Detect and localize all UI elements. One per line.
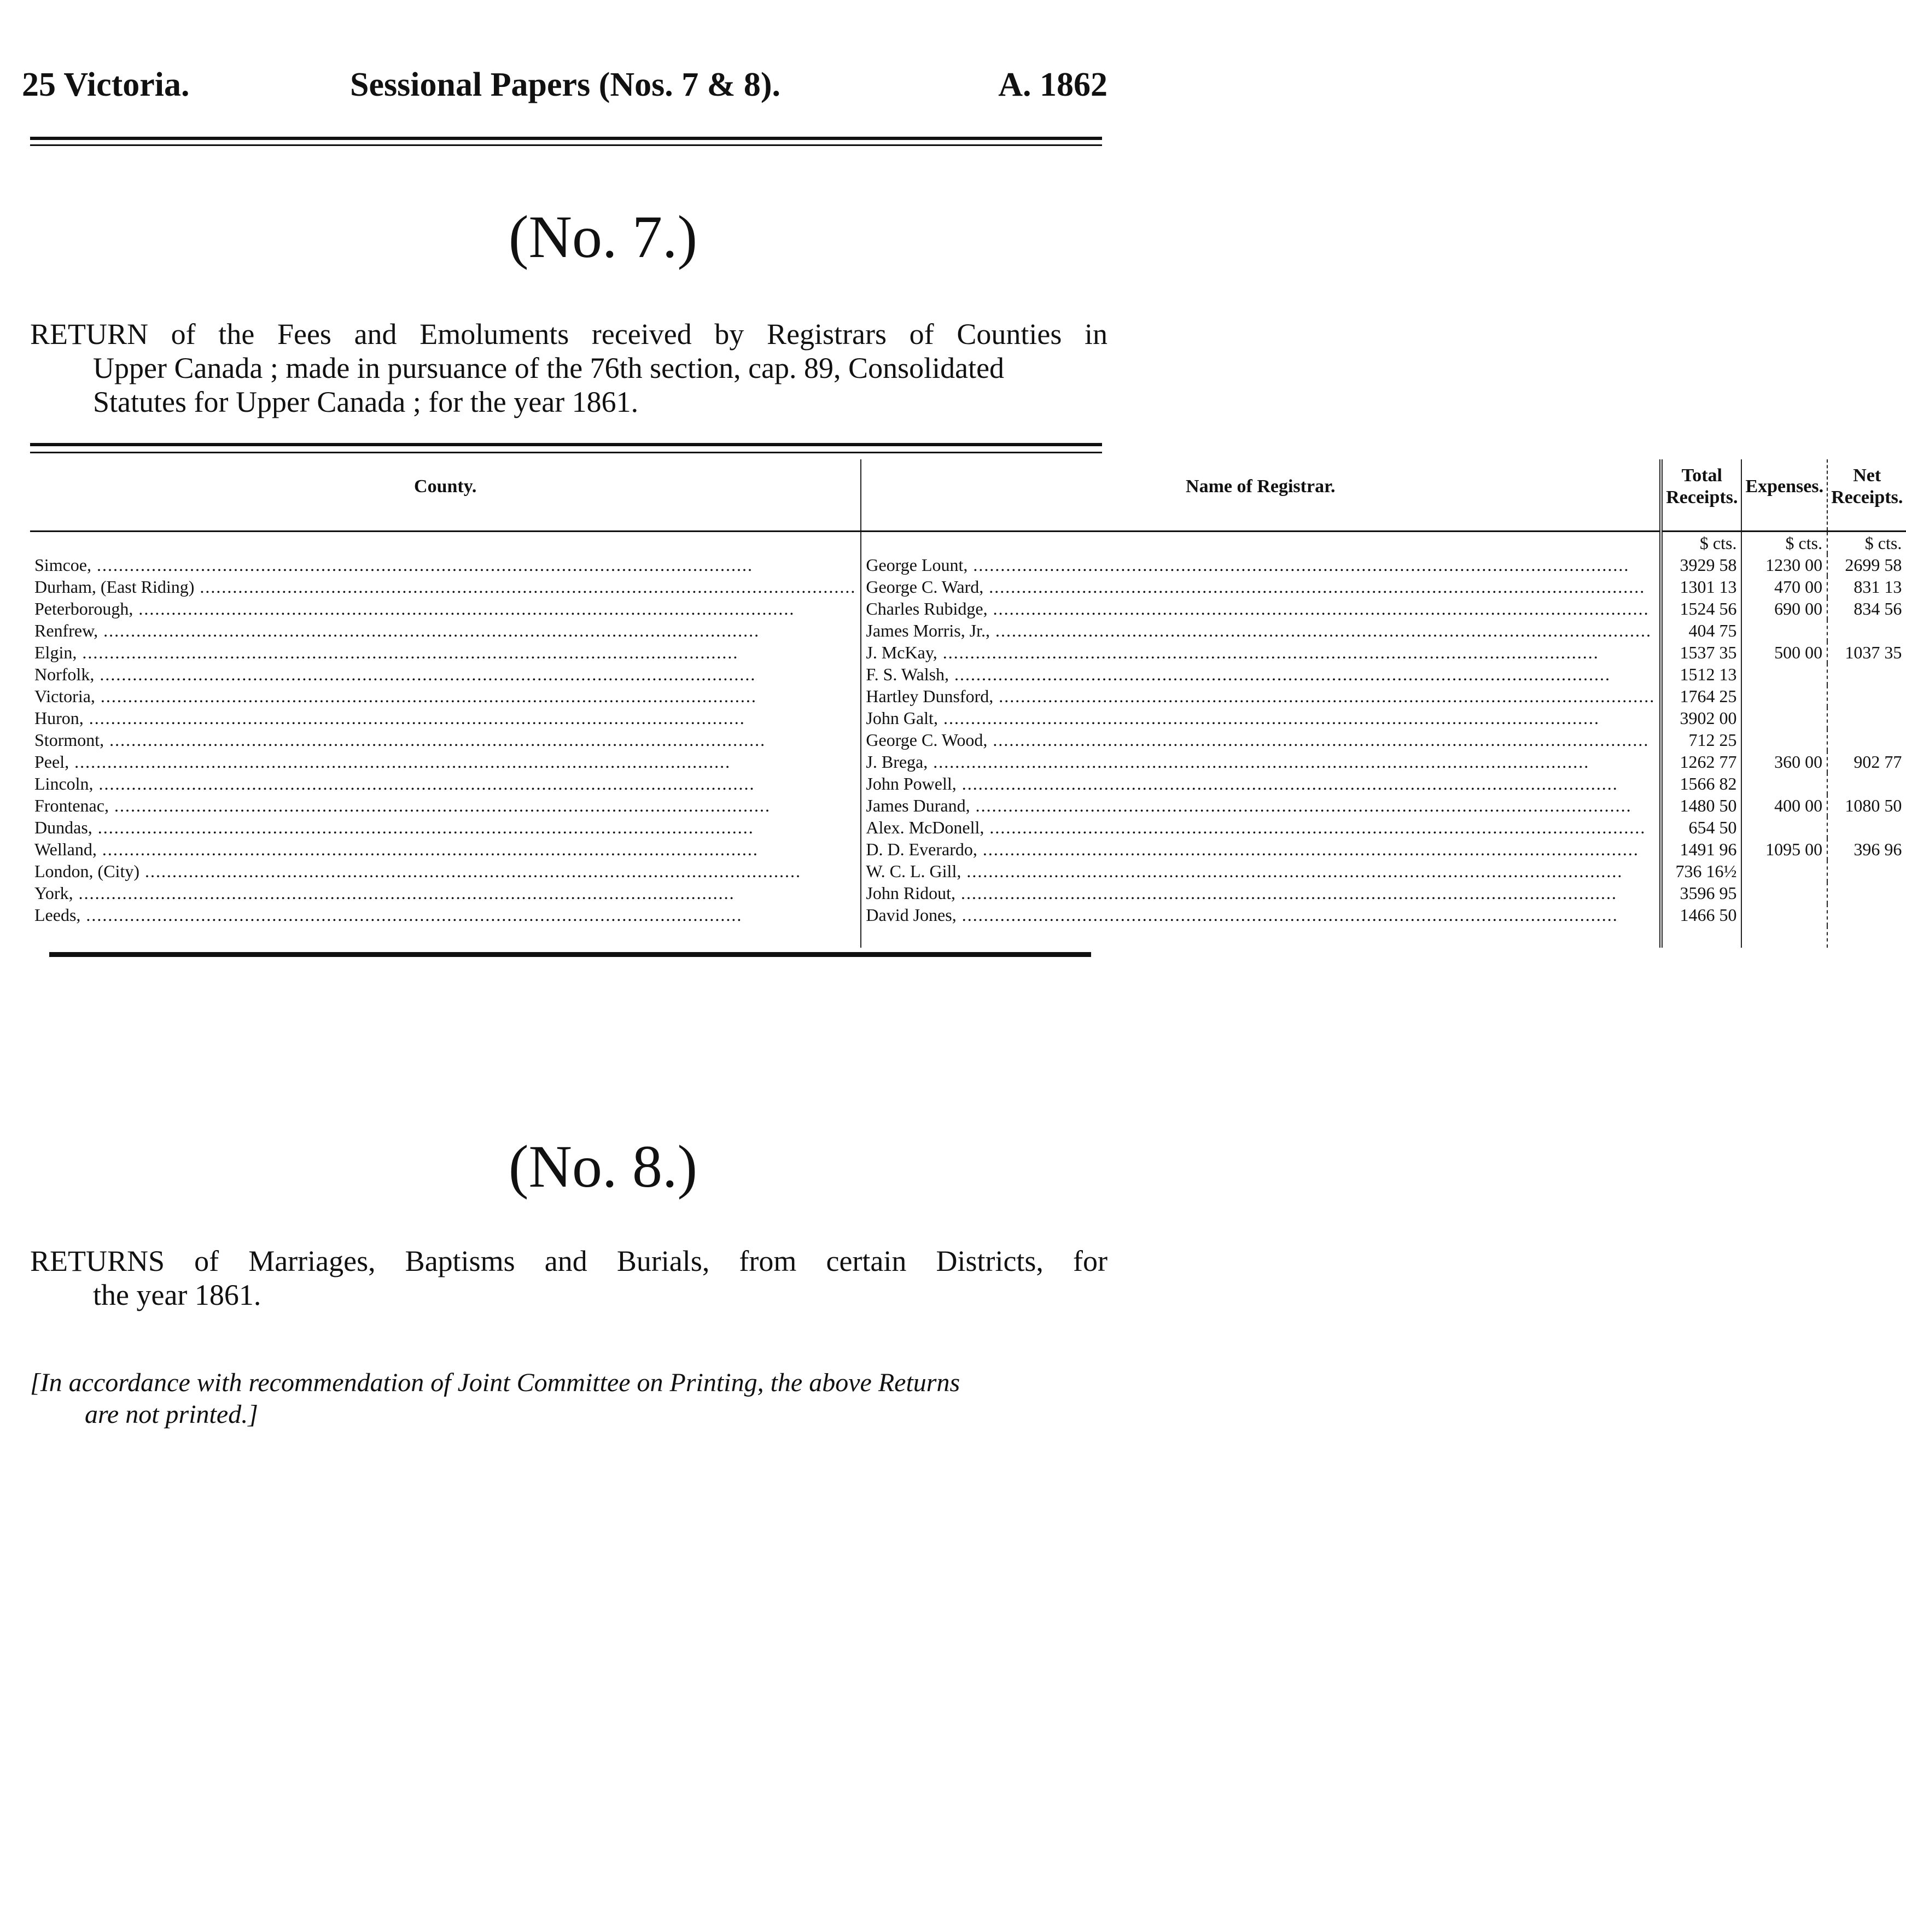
section-7-line-1: RETURN of the Fees and Emoluments received by Registrars of Counties in bbox=[30, 318, 1108, 351]
registrar-cell: George C. Ward, bbox=[866, 577, 984, 597]
table-row bbox=[30, 816, 1906, 838]
header-rule-top bbox=[30, 137, 1102, 140]
county-cell: Leeds, bbox=[34, 905, 81, 925]
county-cell: Victoria, bbox=[34, 686, 95, 706]
table-row bbox=[30, 598, 1906, 620]
expenses-cell: 1095 00 bbox=[1765, 839, 1823, 859]
total-receipts-cell: 1491 96 bbox=[1680, 839, 1737, 859]
net-receipts-cell: 1080 50 bbox=[1845, 796, 1902, 815]
county-cell: London, (City) bbox=[34, 861, 139, 881]
registrar-cell: J. Brega, bbox=[866, 752, 928, 772]
table-row bbox=[30, 729, 1906, 751]
table-spacer-row bbox=[30, 926, 1906, 948]
county-cell: Stormont, bbox=[34, 730, 104, 750]
county-cell: York, bbox=[34, 883, 73, 903]
section-8-line-1: RETURNS of Marriages, Baptisms and Burials, from certain Districts, for bbox=[30, 1245, 1108, 1277]
total-receipts-cell: 1566 82 bbox=[1680, 774, 1737, 793]
table-row bbox=[30, 685, 1906, 707]
units-expenses: $ cts. bbox=[1741, 532, 1827, 554]
table-row bbox=[30, 773, 1906, 795]
county-cell: Elgin, bbox=[34, 643, 77, 662]
total-receipts-cell: 3929 58 bbox=[1680, 555, 1737, 575]
section-7-line-3: Statutes for Upper Canada ; for the year 1861. bbox=[93, 386, 639, 418]
registrar-cell: James Durand, bbox=[866, 796, 970, 815]
net-receipts-cell: 831 13 bbox=[1853, 577, 1902, 597]
printing-note-line-2: are not printed.] bbox=[85, 1400, 258, 1429]
section-7-line-2: Upper Canada ; made in pursuance of the 76th section, cap. 89, Consolidated bbox=[93, 352, 1005, 384]
printing-note-line-1: [In accordance with recommendation of Joint Committee on Printing, the above Returns bbox=[30, 1368, 960, 1397]
total-receipts-cell: 1764 25 bbox=[1680, 686, 1737, 706]
table-row bbox=[30, 751, 1906, 773]
header-rule-bottom bbox=[30, 144, 1102, 146]
registrar-cell: Hartley Dunsford, bbox=[866, 686, 994, 706]
running-header bbox=[22, 55, 1108, 109]
registrar-cell: James Morris, Jr., bbox=[866, 621, 990, 640]
table-rule-top bbox=[30, 443, 1102, 446]
expenses-cell: 470 00 bbox=[1774, 577, 1823, 597]
registrar-cell: David Jones, bbox=[866, 905, 957, 925]
header-session: 25 Victoria. bbox=[22, 66, 190, 103]
total-receipts-cell: 1524 56 bbox=[1680, 599, 1737, 618]
total-receipts-cell: 1301 13 bbox=[1680, 577, 1737, 597]
county-cell: Norfolk, bbox=[34, 664, 95, 684]
registrar-cell: Charles Rubidge, bbox=[866, 599, 988, 618]
col-header-county: County. bbox=[30, 459, 861, 532]
total-receipts-cell: 3902 00 bbox=[1680, 708, 1737, 728]
table-row bbox=[30, 904, 1906, 926]
registrar-cell: D. D. Everardo, bbox=[866, 839, 977, 859]
header-title: Sessional Papers (Nos. 7 & 8). bbox=[350, 66, 781, 103]
net-receipts-cell: 2699 58 bbox=[1845, 555, 1902, 575]
expenses-cell: 500 00 bbox=[1774, 643, 1823, 662]
total-receipts-cell: 1262 77 bbox=[1680, 752, 1737, 772]
county-cell: Huron, bbox=[34, 708, 84, 728]
expenses-cell: 690 00 bbox=[1774, 599, 1823, 618]
net-receipts-cell: 1037 35 bbox=[1845, 643, 1902, 662]
county-cell: Simcoe, bbox=[34, 555, 91, 575]
net-receipts-cell: 834 56 bbox=[1853, 599, 1902, 618]
registrar-cell: George Lount, bbox=[866, 555, 968, 575]
registrar-returns-table bbox=[30, 459, 1906, 948]
section-8-description bbox=[30, 1244, 1108, 1312]
section-8-title: (No. 8.) bbox=[508, 1133, 698, 1200]
expenses-cell: 360 00 bbox=[1774, 752, 1823, 772]
registrar-cell: John Galt, bbox=[866, 708, 938, 728]
net-receipts-cell: 396 96 bbox=[1853, 839, 1902, 859]
section-8-line-2: the year 1861. bbox=[93, 1279, 261, 1311]
table-row bbox=[30, 620, 1906, 641]
registrar-cell: F. S. Walsh, bbox=[866, 664, 949, 684]
units-total: $ cts. bbox=[1661, 532, 1741, 554]
header-year: A. 1862 bbox=[998, 66, 1108, 103]
total-receipts-cell: 1537 35 bbox=[1680, 643, 1737, 662]
table-row bbox=[30, 663, 1906, 685]
total-receipts-cell: 712 25 bbox=[1688, 730, 1737, 750]
table-rule-bottom bbox=[49, 952, 1091, 957]
total-receipts-cell: 736 16½ bbox=[1675, 861, 1737, 881]
county-cell: Peel, bbox=[34, 752, 69, 772]
table-row bbox=[30, 554, 1906, 576]
county-cell: Lincoln, bbox=[34, 774, 94, 793]
registrar-cell: George C. Wood, bbox=[866, 730, 988, 750]
registrar-cell: John Powell, bbox=[866, 774, 957, 793]
county-cell: Peterborough, bbox=[34, 599, 133, 618]
table-rule-top-thin bbox=[30, 452, 1102, 453]
units-row bbox=[30, 532, 1906, 554]
section-7-description bbox=[30, 317, 1108, 419]
col-header-registrar: Name of Registrar. bbox=[861, 459, 1661, 532]
table-row bbox=[30, 707, 1906, 729]
registrar-cell: Alex. McDonell, bbox=[866, 818, 984, 837]
registrar-cell: W. C. L. Gill, bbox=[866, 861, 961, 881]
table-row bbox=[30, 576, 1906, 598]
county-cell: Dundas, bbox=[34, 818, 92, 837]
col-header-expenses: Expenses. bbox=[1741, 459, 1827, 532]
net-receipts-cell: 902 77 bbox=[1853, 752, 1902, 772]
total-receipts-cell: 1466 50 bbox=[1680, 905, 1737, 925]
registrar-cell: John Ridout, bbox=[866, 883, 955, 903]
table-row bbox=[30, 795, 1906, 816]
total-receipts-cell: 3596 95 bbox=[1680, 883, 1737, 903]
total-receipts-cell: 404 75 bbox=[1688, 621, 1737, 640]
table-row bbox=[30, 641, 1906, 663]
county-cell: Frontenac, bbox=[34, 796, 109, 815]
expenses-cell: 400 00 bbox=[1774, 796, 1823, 815]
total-receipts-cell: 1480 50 bbox=[1680, 796, 1737, 815]
county-cell: Welland, bbox=[34, 839, 97, 859]
table-row bbox=[30, 838, 1906, 860]
units-net: $ cts. bbox=[1864, 533, 1902, 553]
col-header-net: Net Receipts. bbox=[1827, 459, 1906, 532]
table-row bbox=[30, 882, 1906, 904]
table-row bbox=[30, 860, 1906, 882]
county-cell: Renfrew, bbox=[34, 621, 98, 640]
section-7-title: (No. 7.) bbox=[508, 203, 698, 270]
col-header-total: Total Receipts. bbox=[1661, 459, 1741, 532]
total-receipts-cell: 1512 13 bbox=[1680, 664, 1737, 684]
expenses-cell: 1230 00 bbox=[1765, 555, 1823, 575]
table-header-row bbox=[30, 459, 1906, 532]
county-cell: Durham, (East Riding) bbox=[34, 577, 195, 597]
total-receipts-cell: 654 50 bbox=[1688, 818, 1737, 837]
printing-note bbox=[30, 1367, 1118, 1431]
registrar-cell: J. McKay, bbox=[866, 643, 937, 662]
